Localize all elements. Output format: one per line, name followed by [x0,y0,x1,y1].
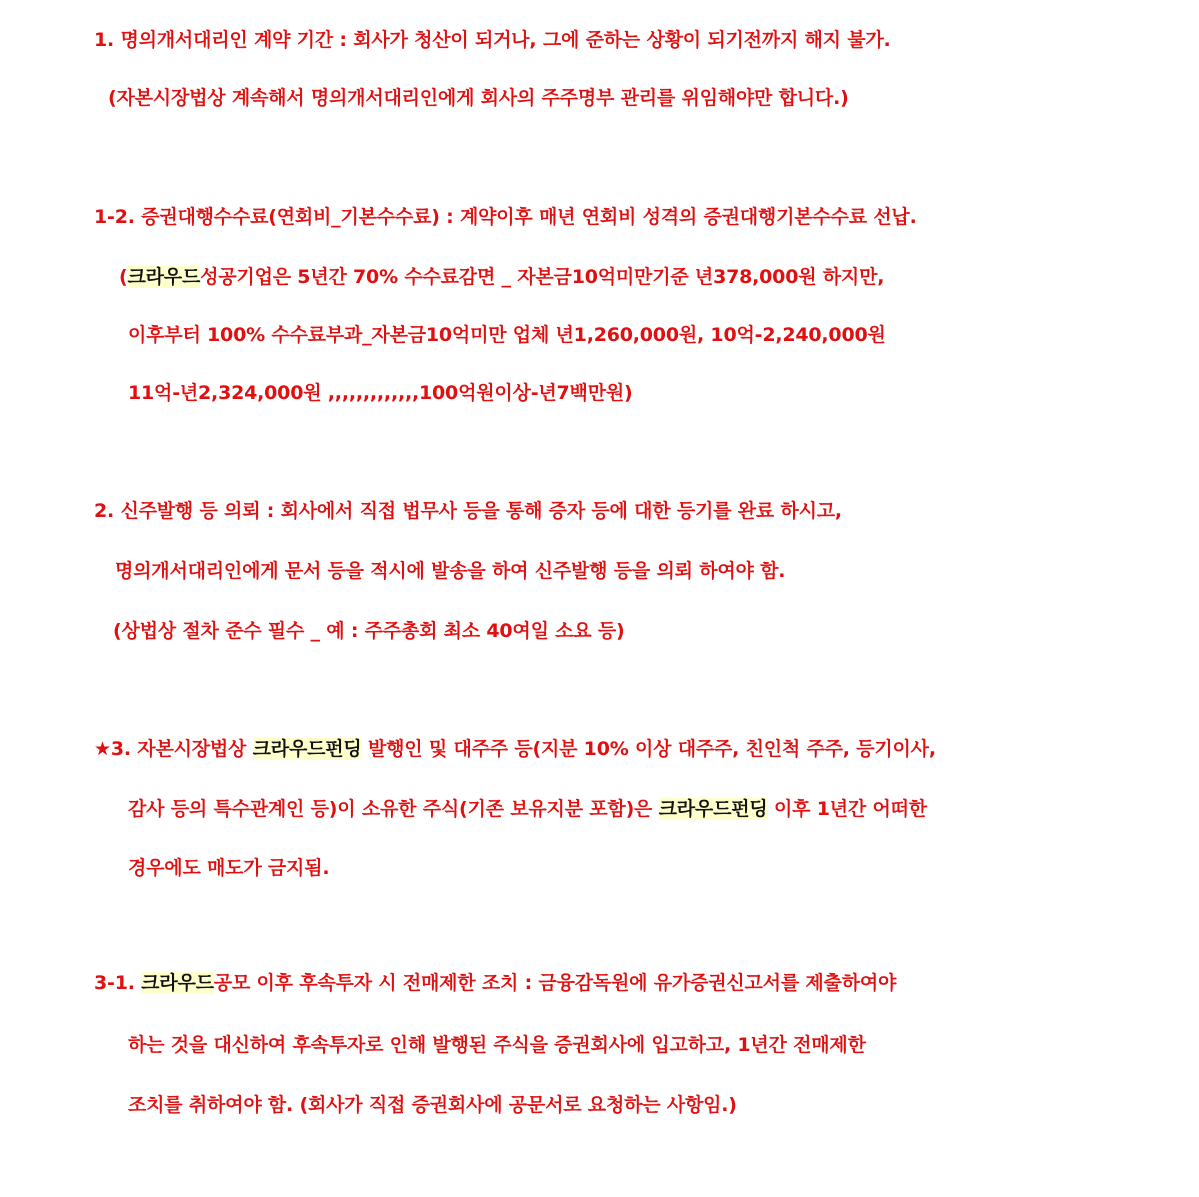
section-3-detail-2 [128,855,329,881]
section-2-detail [115,558,785,584]
text-segment: 이후부터 100% 수수료부과_자본금10억미만 업체 년1,260,000원, 10억-2,240,000원 [128,324,886,346]
section-1-2-detail-1 [119,264,884,290]
text-segment: 1-2. 증권대행수수료(연회비_기본수수료) : 계약이후 매년 연회비 성격의 증권대행기본수수료 선납. [94,206,917,228]
text-segment: 1. 명의개서대리인 계약 기간 : 회사가 청산이 되거나, 그에 준하는 상황이 되기전까지 해지 불가. [94,29,891,51]
text-segment: 발행인 및 대주주 등(지분 10% 이상 대주주, 친인척 주주, 등기이사, [361,738,936,760]
section-3-title [94,736,936,762]
highlight-crowdfunding: 크라우드펀딩 [658,798,768,820]
section-1-note [108,85,849,111]
text-segment: 명의개서대리인에게 문서 등을 적시에 발송을 하여 신주발행 등을 의뢰 하여야 함. [115,560,786,582]
section-2-title [94,498,842,524]
highlight-crowdfunding: 크라우드펀딩 [252,738,362,760]
text-segment: 3-1. [94,972,142,994]
text-segment: 이후 1년간 어떠한 [767,798,927,820]
text-segment: 2. 신주발행 등 의뢰 : 회사에서 직접 법무사 등을 통해 증자 등에 대한 등기를 완료 하시고, [94,500,842,522]
text-segment: 공모 이후 후속투자 시 전매제한 조치 : 금융감독원에 유가증권신고서를 제출하여야 [213,972,897,994]
text-segment: 성공기업은 5년간 70% 수수료감면 _ 자본금10억미만기준 년378,000원 하지만, [200,266,885,288]
text-segment: ★3. 자본시장법상 [94,738,253,760]
section-1-title [94,27,891,53]
section-1-2-detail-2 [128,322,886,348]
section-3-1-detail-1 [128,1032,866,1058]
text-segment: 경우에도 매도가 금지됨. [128,857,330,879]
text-segment: (자본시장법상 계속해서 명의개서대리인에게 회사의 주주명부 관리를 위임해야만 합니다.) [108,87,849,109]
text-segment: 하는 것을 대신하여 후속투자로 인해 발행된 주식을 증권회사에 입고하고, 1년간 전매제한 [128,1034,866,1056]
highlight-crowd: 크라우드 [141,972,214,994]
section-3-1-detail-2 [128,1092,737,1118]
text-segment: ( [119,266,128,288]
text-segment: 11억-년2,324,000원 ,,,,,,,,,,,,,100억원이상-년7백만원) [128,382,633,404]
text-segment: 조치를 취하여야 함. (회사가 직접 증권회사에 공문서로 요청하는 사항임.) [128,1094,737,1116]
section-3-1-title [94,970,896,996]
section-1-2-title [94,204,917,230]
section-2-note [113,618,625,644]
text-segment: (상법상 절차 준수 필수 _ 예 : 주주총회 최소 40여일 소요 등) [113,620,625,642]
section-1-2-detail-3 [128,380,633,406]
section-3-detail-1 [128,796,927,822]
text-segment: 감사 등의 특수관계인 등)이 소유한 주식(기존 보유지분 포함)은 [128,798,659,820]
highlight-crowd: 크라우드 [127,266,201,288]
